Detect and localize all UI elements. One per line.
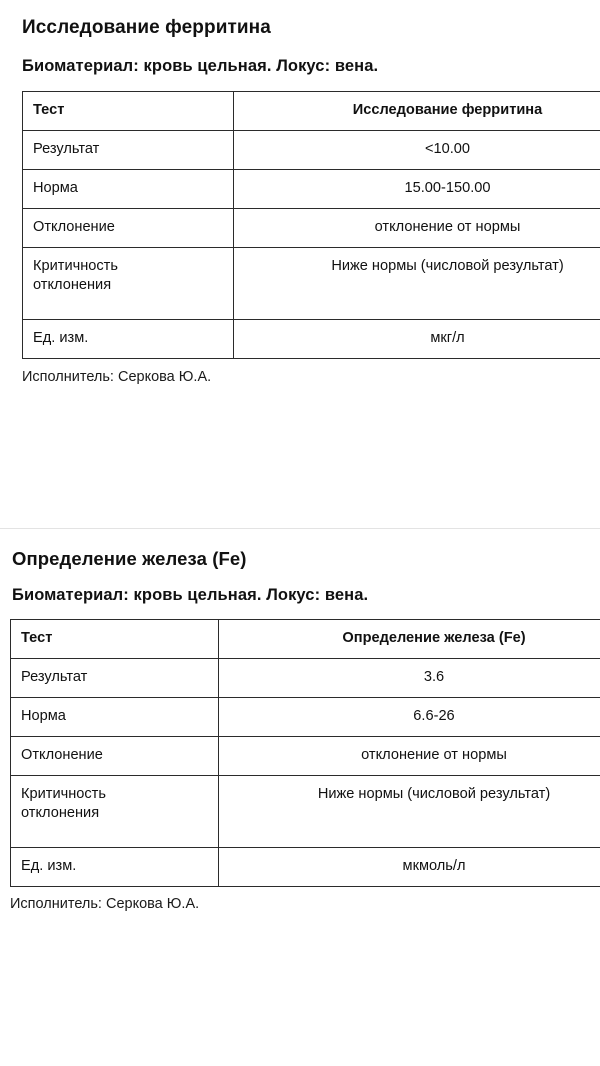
section-title-ferritin: Исследование ферритина	[22, 17, 271, 38]
table-row	[23, 209, 600, 248]
biomaterial-line-ferritin: Биоматериал: кровь цельная. Локус: вена.	[22, 57, 379, 75]
row-label-deviation: Отклонение	[23, 209, 234, 248]
row-value-norm: 15.00-150.00	[234, 170, 600, 209]
row-value-criticality: Ниже нормы (числовой результат)	[219, 776, 600, 848]
row-value-unit: мкмоль/л	[219, 848, 600, 887]
executor-line-iron: Исполнитель: Серкова Ю.А.	[10, 896, 200, 912]
result-table-ferritin	[22, 91, 600, 359]
table-header-row	[11, 620, 600, 659]
row-label-result: Результат	[23, 131, 234, 170]
table-header-value: Определение железа (Fe)	[219, 620, 600, 659]
section-iron	[0, 528, 600, 913]
table-row	[11, 698, 600, 737]
row-label-criticality-line2: отклонения	[21, 805, 100, 821]
result-table-wrapper-iron	[0, 606, 600, 887]
row-label-criticality-line1: Критичность	[33, 258, 118, 274]
table-row	[23, 320, 600, 359]
biomaterial-line-iron: Биоматериал: кровь цельная. Локус: вена.	[12, 586, 369, 604]
row-label-unit: Ед. изм.	[23, 320, 234, 359]
table-row	[11, 737, 600, 776]
section-title-iron: Определение железа (Fe)	[12, 548, 247, 569]
row-value-norm: 6.6-26	[219, 698, 600, 737]
result-table-iron	[10, 619, 600, 887]
row-label-unit: Ед. изм.	[11, 848, 219, 887]
row-label-norm: Норма	[11, 698, 219, 737]
table-row	[11, 848, 600, 887]
row-label-criticality	[23, 248, 234, 320]
section-ferritin	[0, 0, 600, 386]
row-label-deviation: Отклонение	[11, 737, 219, 776]
table-row	[23, 248, 600, 320]
executor-line-ferritin: Исполнитель: Серкова Ю.А.	[22, 369, 212, 385]
table-row	[11, 659, 600, 698]
row-label-criticality-line1: Критичность	[21, 786, 106, 802]
row-label-norm: Норма	[23, 170, 234, 209]
table-row	[23, 170, 600, 209]
row-label-result: Результат	[11, 659, 219, 698]
table-header-label: Тест	[23, 92, 234, 131]
row-value-deviation: отклонение от нормы	[219, 737, 600, 776]
row-value-result: <10.00	[234, 131, 600, 170]
table-header-value: Исследование ферритина	[234, 92, 600, 131]
row-value-unit: мкг/л	[234, 320, 600, 359]
table-row	[11, 776, 600, 848]
table-header-label: Тест	[11, 620, 219, 659]
result-table-wrapper-ferritin	[0, 77, 600, 359]
row-value-deviation: отклонение от нормы	[234, 209, 600, 248]
row-label-criticality	[11, 776, 219, 848]
row-value-criticality: Ниже нормы (числовой результат)	[234, 248, 600, 320]
table-header-row	[23, 92, 600, 131]
row-label-criticality-line2: отклонения	[33, 277, 112, 293]
row-value-result: 3.6	[219, 659, 600, 698]
table-row	[23, 131, 600, 170]
